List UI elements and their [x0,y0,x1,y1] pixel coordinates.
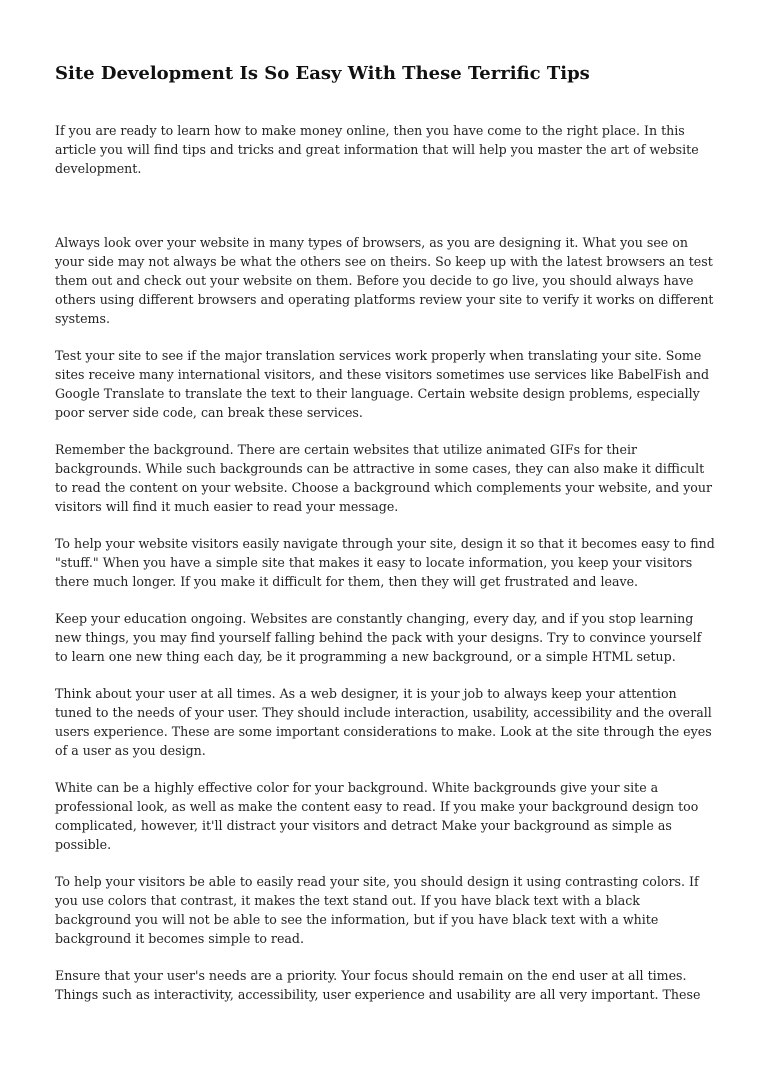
paragraph: Test your site to see if the major translation services work properly when translating your site. Some sites receive many international visitors, and these visitors sometimes use services like BabelFish and Google Translate to translate the text to their language. Certain website design problems, especially poor server side code, can break these services. [55,348,710,420]
paragraph: To help your visitors be able to easily read your site, you should design it using contrasting colors. If you use colors that contrast, it makes the text stand out. If you have black text with a black background you will not be able to see the information, but if you have black text with a white background it becomes simple to read. [55,874,699,946]
paragraph: Remember the background. There are certain websites that utilize animated GIFs for their backgrounds. While such backgrounds can be attractive in some cases, they can also make it difficult to read the content on your website. Choose a background which complements your website, and your visitors will find it much easier to read your message. [55,442,713,514]
page-title: Site Development Is So Easy With These Terrific Tips [55,63,590,84]
paragraph: Ensure that your user's needs are a priority. Your focus should remain on the end user at all times. Things such as interactivity, accessibility, user experience and usability are all very important. These [55,968,701,1002]
article-body [55,121,715,1022]
paragraph: Keep your education ongoing. Websites are constantly changing, every day, and if you stop learning new things, you may find yourself falling behind the pack with your designs. Try to convince yourself to learn one new thing each day, be it programming a new background, or a simple HTML setup. [55,611,702,664]
paragraph: To help your website visitors easily navigate through your site, design it so that it becomes easy to find "stuff." When you have a simple site that makes it easy to locate information, you keep your visitors there much longer. If you make it difficult for them, then they will get frustrated and leave. [55,536,715,589]
paragraph: Think about your user at all times. As a web designer, it is your job to always keep your attention tuned to the needs of your user. They should include interaction, usability, accessibility and the overall users experience. These are some important considerations to make. Look at the site through the eyes of a user as you design. [55,686,712,758]
paragraph: White can be a highly effective color for your background. White backgrounds give your site a professional look, as well as make the content easy to read. If you make your background design too complicated, however, it'll distract your visitors and detract Make your background as simple as possible. [55,780,699,852]
paragraph: Always look over your website in many types of browsers, as you are designing it. What you see on your side may not always be what the others see on theirs. So keep up with the latest browsers an test them out and check out your website on them. Before you decide to go live, you should always have others using different browsers and operating platforms review your site to verify it works on different systems. [55,235,714,326]
paragraph-intro: If you are ready to learn how to make money online, then you have come to the right place. In this article you will find tips and tricks and great information that will help you master the art of website development. [55,123,699,176]
blank-gap [55,178,715,233]
